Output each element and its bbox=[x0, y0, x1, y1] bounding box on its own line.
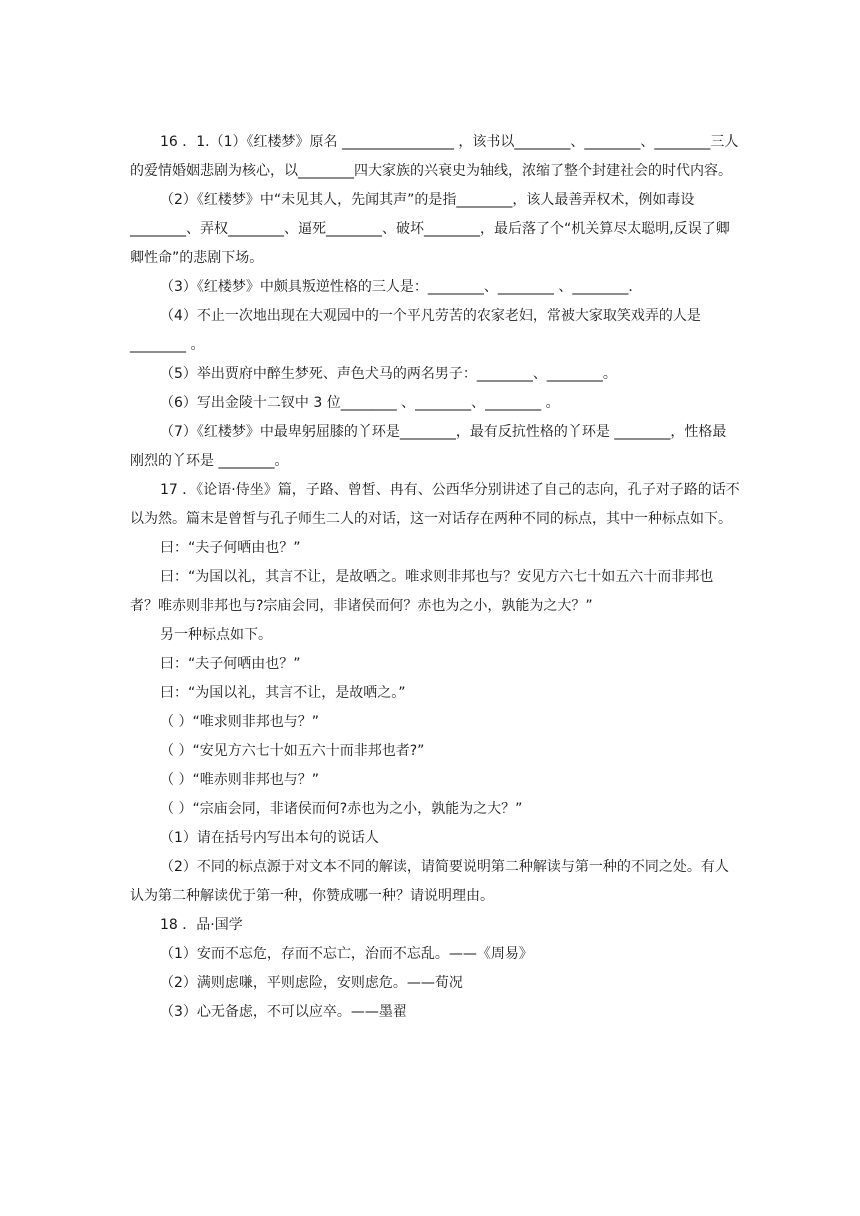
q16-item-2: （2）《红楼梦》中“未见其人，先闻其声”的是指________，该人最善弄权术，例如毒设 ________、弄权________、逼死________、破坏________，最后落了个“机关算尽太聪明,反误了卿卿性命”的悲剧下场。 bbox=[130, 192, 730, 266]
q16-item-3: （3）《红楼梦》中颇具叛逆性格的三人是：________、________ 、________． bbox=[160, 279, 643, 295]
q17-speaker-blank-line: （ ）“安见方六七十如五六十而非邦也者?” bbox=[160, 743, 425, 759]
q17-subquestion-1: （1）请在括号内写出本句的说话人 bbox=[160, 830, 379, 846]
q16-item-7: （7）《红楼梦》中最卑躬屈膝的丫环是________，最有反抗性格的丫环是 ________，性格最刚烈的丫环是 ________。 bbox=[130, 424, 727, 469]
q16-item-4: （4）不止一次地出现在大观园中的一个平凡劳苦的农家老妇，常被大家取笑戏弄的人是________ 。 bbox=[130, 308, 701, 353]
q18-title: 18 ．品·国学 bbox=[160, 917, 243, 933]
q17-dialogue-line: 曰：“为国以礼，其言不让，是故哂之。” bbox=[160, 685, 406, 701]
q17-dialogue-line: 曰：“为国以礼，其言不让，是故哂之。唯求则非邦也与？安见方六七十如五六十而非邦也者？唯赤则非邦也与?宗庙会同，非诸侯而何？赤也为之小，孰能为之大？” bbox=[130, 569, 714, 614]
q17-transition: 另一种标点如下。 bbox=[160, 627, 272, 643]
q17-subquestion-2: （2）不同的标点源于对文本不同的解读，请简要说明第二种解读与第一种的不同之处。有人认为第二种解读优于第一种，你赞成哪一种？请说明理由。 bbox=[130, 859, 729, 904]
q17-speaker-blank-line: （ ）“宗庙会同，非诸侯而何?赤也为之小，孰能为之大？” bbox=[160, 801, 523, 817]
q17-speaker-blank-line: （ ）“唯赤则非邦也与？” bbox=[160, 772, 319, 788]
q16-intro: 16 ．1.（1）《红楼梦》原名 ________________ ，该书以________、________、________三人的爱情婚姻悲剧为核心，以________四大家族的兴衰史为轴线，浓缩了整个封建社会的时代内容。 bbox=[130, 134, 739, 179]
q16-item-6: （6）写出金陵十二钗中 3 位________ 、________、________ 。 bbox=[160, 395, 560, 411]
q18-quote: （3）心无备虑，不可以应卒。——墨翟 bbox=[160, 1004, 407, 1020]
q16-item-5: （5）举出贾府中醉生梦死、声色犬马的两名男子：________、________。 bbox=[160, 366, 617, 382]
q17-dialogue-line: 曰：“夫子何哂由也？” bbox=[160, 656, 301, 672]
q17-dialogue-line: 曰：“夫子何哂由也？” bbox=[160, 540, 301, 556]
q18-quote: （2）满则虑嗛，平则虑险，安则虑危。——荀况 bbox=[160, 975, 463, 991]
document-body bbox=[130, 128, 740, 1027]
q17-intro: 17 ．《论语·侍坐》篇，子路、曾皙、冉有、公西华分别讲述了自己的志向，孔子对子路的话不以为然。篇末是曾皙与孔子师生二人的对话，这一对话存在两种不同的标点，其中一种标点如下。 bbox=[130, 482, 740, 527]
q18-quote: （1）安而不忘危，存而不忘亡，治而不忘乱。——《周易》 bbox=[160, 946, 533, 962]
q17-speaker-blank-line: （ ）“唯求则非邦也与？” bbox=[160, 714, 319, 730]
